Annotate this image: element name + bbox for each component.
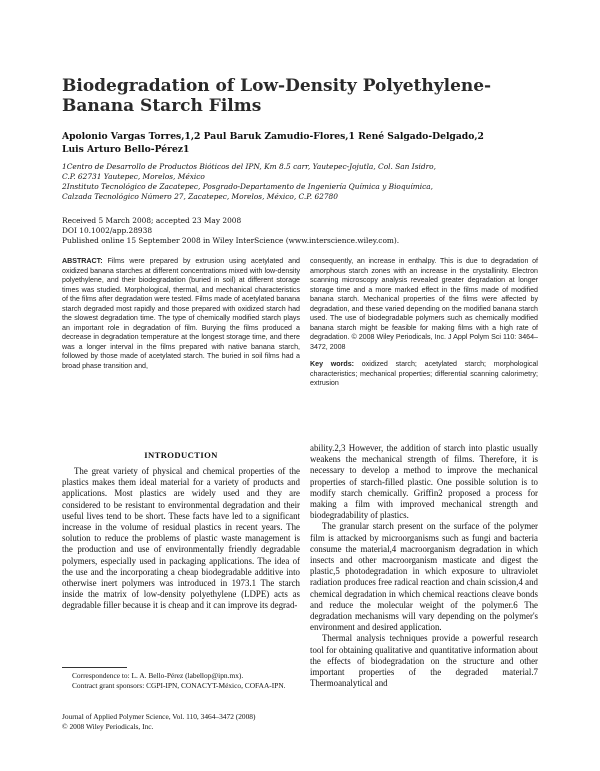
footnote [62, 671, 300, 690]
paper-title: Biodegradation of Low-Density Polyethylene-Banana Starch Films [62, 76, 492, 116]
affiliation-1-line-1: 1Centro de Desarrollo de Productos Bióticos del IPN, Km 8.5 carr, Yautepec-Jojutla, Col. San Isidro, [62, 162, 436, 171]
intro-paragraph-2: The granular starch present on the surface of the polymer film is attacked by microorganisms such as fungi and bacteria consume the material,4 macroorganism degradation in which insects and other macroorganism masticate and digest the plastic,5 photodegradation in which exposure to ultraviolet radiation produces free radical reaction and chain scission,4 and chemical degradation in which chemical reactions cleave bonds and reduce the molecular weight of the polymer.6 The degradation mechanisms will vary depending on the polymer's environment and desired application. [310, 521, 538, 633]
body-left-column [62, 466, 300, 612]
introduction-heading: INTRODUCTION [144, 450, 218, 460]
affiliation-2-line-1: 2Instituto Tecnológico de Zacatepec, Posgrado-Departamento de Ingeniería Química y Bioquímica, [62, 182, 434, 191]
grant-note: Contract grant sponsors: CGPI-IPN, CONACYT-México, COFAA-IPN. [72, 680, 286, 690]
affiliation-1-line-2: C.P. 62731 Yautepec, Morelos, México [62, 172, 205, 181]
author-line-1: Apolonio Vargas Torres,1,2 Paul Baruk Zamudio-Flores,1 René Salgado-Delgado,2 [62, 131, 484, 142]
affiliation-2-line-2: Calzada Tecnológico Número 27, Zacatepec, Morelos, México, C.P. 62780 [62, 192, 338, 201]
abstract-text-right: consequently, an increase in enthalpy. This is due to degradation of amorphous starch zones with an increase in the crystallinity. Electron scanning microscopy analysis revealed greater degradation at longer storage time and a more marked effect in the films made of modified banana starch. Mechanical properties of the films were affected by degradation, and these varied depending on the modified banana starch used. The use of biodegradable polymers such as chemically modified banana starch might be feasible for making films with a high rate of degradation. © 2008 Wiley Periodicals, Inc. J Appl Polym Sci 110: 3464–3472, 2008 [310, 257, 538, 351]
keywords [310, 360, 538, 389]
keywords-label: Key words: [310, 360, 355, 368]
abstract-label: ABSTRACT: [62, 257, 103, 265]
publication-dates [62, 216, 552, 246]
intro-paragraph-1: The great variety of physical and chemical properties of the plastics makes them ideal material for a variety of products and applications. Most plastics are widely used and they are considered to be resistant to environmental degradation and their useful lives tend to be short. These facts have led to a significant increase in the volume of residual plastics in recent years. The solution to reduce the problems of plastic waste management is the production and use of environmentally friendly degradable polymers, especially used in packaging applications. The idea of the use and the incorporating a cheap biodegradable additive into otherwise inert polymers was introduced in 1973.1 The starch inside the matrix of low-density polyethylene (LDPE) acts as degradable filler because it is cheap and it can improve its degrad- [62, 466, 300, 611]
author-list [62, 130, 542, 156]
correspondence-note: Correspondence to: L. A. Bello-Pérez (labellop@ipn.mx). [72, 671, 244, 680]
intro-paragraph-1-cont: ability.2,3 However, the addition of starch into plastic usually weakens the mechanical strength of films. Therefore, it is necessary to develop a method to improve the mechanical properties of starch-filled plastic. One possible solution is to modify starch chemically. Griffin2 proposed a process for making a film with improved mechanical strength and biodegradability of plastics. [310, 443, 538, 521]
affiliations [62, 162, 552, 202]
journal-citation [62, 712, 300, 731]
footnote-divider [62, 667, 127, 668]
published-online: Published online 15 September 2008 in Wiley InterScience (www.interscience.wiley.com). [62, 236, 400, 245]
author-line-2: Luis Arturo Bello-Pérez1 [62, 144, 190, 155]
journal-reference: Journal of Applied Polymer Science, Vol. 110, 3464–3472 (2008) [62, 712, 256, 721]
body-right-column [310, 443, 538, 689]
abstract-right-column [310, 257, 538, 389]
doi: DOI 10.1002/app.28938 [62, 226, 153, 235]
copyright-notice: © 2008 Wiley Periodicals, Inc. [62, 721, 154, 731]
intro-paragraph-3: Thermal analysis techniques provide a powerful research tool for obtaining qualitative and quantitative information about the effects of biodegradation on the structure and other important properties of the degraded material.7 Thermoanalytical and [310, 633, 538, 689]
abstract-text-left: Films were prepared by extrusion using acetylated and oxidized banana starches at different concentrations mixed with low-density polyethylene, and their biodegradation (buried in soil) at different storage times was studied. Morphological, thermal, and mechanical characteristics of the films after degradation were tested. Films made of acetylated banana starch degraded most rapidly and those prepared with oxidized starch had the slowest degradation time. The type of chemically modified starch plays an important role in degradation of film. Burying the films produced a decrease in degradation temperature at the longest storage time, and there was a longer interval in the films prepared with native banana starch, followed by those made of acetylated starch. The buried in soil films had a broad phase transition and, [62, 257, 300, 370]
abstract-left-column [62, 257, 300, 371]
received-date: Received 5 March 2008; accepted 23 May 2008 [62, 216, 242, 225]
keywords-text: oxidized starch; acetylated starch; morphological characteristics; mechanical properties; differential scanning calorimetry; extrusion [310, 360, 538, 387]
